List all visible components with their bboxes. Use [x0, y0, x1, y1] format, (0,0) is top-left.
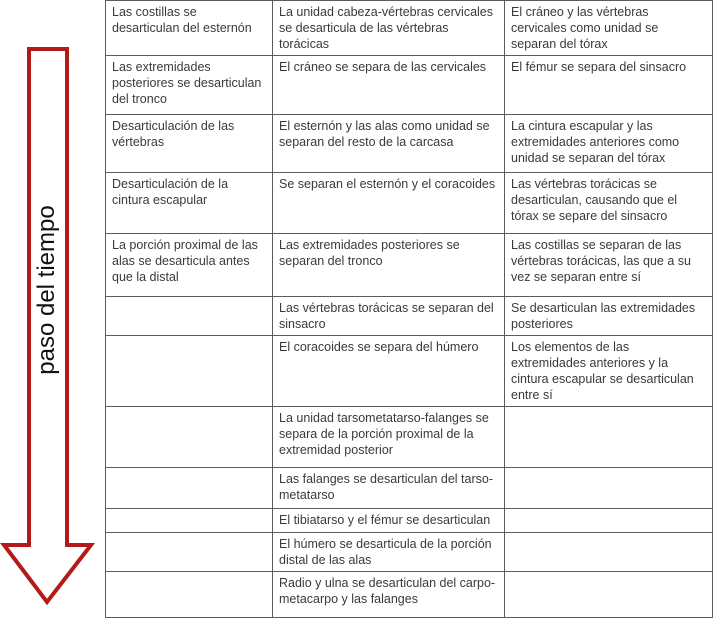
table-cell: Se separan el esternón y el coracoides: [273, 173, 505, 234]
table-row: [106, 234, 713, 297]
table-row: [106, 407, 713, 468]
table-row: [106, 509, 713, 533]
table-cell: El cráneo y las vértebras cervicales como unidad se separan del tórax: [505, 1, 713, 56]
table-cell: [106, 407, 273, 468]
arrow-label: paso del tiempo: [33, 205, 60, 375]
table-cell: [505, 509, 713, 533]
table-cell: El tibiatarso y el fémur se desarticulan: [273, 509, 505, 533]
table-cell: [505, 407, 713, 468]
table-cell: [505, 572, 713, 618]
table-cell: Las falanges se desarticulan del tarso-metatarso: [273, 468, 505, 509]
table-row: [106, 572, 713, 618]
table-row: [106, 533, 713, 572]
time-arrow: [0, 0, 100, 634]
table-cell: La cintura escapular y las extremidades anteriores como unidad se separan del tórax: [505, 115, 713, 173]
table-cell: La unidad cabeza-vértebras cervicales se desarticula de las vértebras torácicas: [273, 1, 505, 56]
table-cell: Las extremidades posteriores se separan del tronco: [273, 234, 505, 297]
table-cell: [106, 297, 273, 336]
table-row: [106, 173, 713, 234]
table-cell: [505, 468, 713, 509]
table-cell: El fémur se separa del sinsacro: [505, 56, 713, 115]
table-cell: [505, 533, 713, 572]
table-cell: Desarticulación de las vértebras: [106, 115, 273, 173]
table-cell: [106, 533, 273, 572]
table-cell: Las extremidades posteriores se desarticulan del tronco: [106, 56, 273, 115]
table-body: [106, 1, 713, 618]
table-cell: [106, 572, 273, 618]
table-cell: Las costillas se separan de las vértebras torácicas, las que a su vez se separan entre sí: [505, 234, 713, 297]
table-cell: El esternón y las alas como unidad se separan del resto de la carcasa: [273, 115, 505, 173]
sequence-table: [105, 0, 713, 618]
table-cell: Las costillas se desarticulan del esternón: [106, 1, 273, 56]
table-cell: Se desarticulan las extremidades posteriores: [505, 297, 713, 336]
table-cell: Las vértebras torácicas se separan del sinsacro: [273, 297, 505, 336]
table-row: [106, 297, 713, 336]
table-row: [106, 56, 713, 115]
table-cell: Los elementos de las extremidades anteriores y la cintura escapular se desarticulan entre sí: [505, 336, 713, 407]
table-cell: El cráneo se separa de las cervicales: [273, 56, 505, 115]
table-cell: El coracoides se separa del húmero: [273, 336, 505, 407]
table-cell: La unidad tarsometatarso-falanges se separa de la porción proximal de la extremidad posterior: [273, 407, 505, 468]
table-cell: Radio y ulna se desarticulan del carpo-metacarpo y las falanges: [273, 572, 505, 618]
table-row: [106, 115, 713, 173]
table-cell: Desarticulación de la cintura escapular: [106, 173, 273, 234]
table-row: [106, 468, 713, 509]
table-cell: [106, 336, 273, 407]
table-cell: La porción proximal de las alas se desarticula antes que la distal: [106, 234, 273, 297]
table-row: [106, 336, 713, 407]
table-cell: [106, 468, 273, 509]
table-cell: Las vértebras torácicas se desarticulan, causando que el tórax se separe del sinsacro: [505, 173, 713, 234]
table-row: [106, 1, 713, 56]
table-cell: [106, 509, 273, 533]
table-cell: El húmero se desarticula de la porción distal de las alas: [273, 533, 505, 572]
